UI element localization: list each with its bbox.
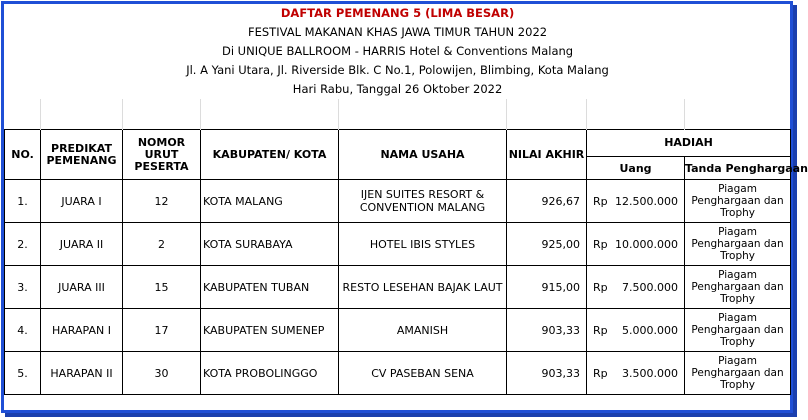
- cell-no: 3.: [5, 266, 41, 309]
- cell-tanda: Piagam Penghargaan dan Trophy: [685, 180, 791, 223]
- cell-predikat: JUARA I: [41, 180, 123, 223]
- currency-label: Rp: [593, 323, 608, 337]
- amount-value: 3.500.000: [622, 366, 678, 380]
- spacer-row: [5, 99, 791, 130]
- cell-nama-usaha: RESTO LESEHAN BAJAK LAUT: [339, 266, 507, 309]
- title-line-1: DAFTAR PEMENANG 5 (LIMA BESAR): [280, 6, 515, 20]
- cell-predikat: HARAPAN I: [41, 309, 123, 352]
- winners-table: [4, 4, 808, 395]
- amount-value: 7.500.000: [622, 280, 678, 294]
- document-frame: [1, 1, 808, 413]
- title-line-2: FESTIVAL MAKANAN KHAS JAWA TIMUR TAHUN 2022: [248, 25, 548, 39]
- currency-label: Rp: [593, 237, 608, 251]
- header-row-1: [5, 130, 791, 157]
- cell-predikat: HARAPAN II: [41, 352, 123, 395]
- title-line-5: Hari Rabu, Tanggal 26 Oktober 2022: [292, 82, 503, 96]
- table-row: [5, 352, 791, 395]
- title-line-4: Jl. A Yani Utara, Jl. Riverside Blk. C No.1, Polowijen, Blimbing, Kota Malang: [186, 63, 609, 77]
- amount-value: 5.000.000: [622, 323, 678, 337]
- cell-tanda: Piagam Penghargaan dan Trophy: [685, 309, 791, 352]
- table-row: [5, 309, 791, 352]
- cell-kota: KOTA MALANG: [201, 180, 339, 223]
- cell-tanda: Piagam Penghargaan dan Trophy: [685, 223, 791, 266]
- cell-nama-usaha: HOTEL IBIS STYLES: [339, 223, 507, 266]
- header-nilai-akhir: NILAI AKHIR: [507, 130, 587, 180]
- cell-nilai: 915,00: [507, 266, 587, 309]
- header-hadiah: HADIAH: [587, 130, 791, 157]
- cell-predikat: JUARA III: [41, 266, 123, 309]
- header-predikat: PREDIKAT PEMENANG: [41, 130, 123, 180]
- table-row: [5, 180, 791, 223]
- cell-no: 1.: [5, 180, 41, 223]
- cell-tanda: Piagam Penghargaan dan Trophy: [685, 266, 791, 309]
- cell-no: 4.: [5, 309, 41, 352]
- cell-no: 5.: [5, 352, 41, 395]
- currency-label: Rp: [593, 280, 608, 294]
- header-kabupaten: KABUPATEN/ KOTA: [201, 130, 339, 180]
- cell-nilai: 926,67: [507, 180, 587, 223]
- table-row: [5, 266, 791, 309]
- cell-kota: KABUPATEN TUBAN: [201, 266, 339, 309]
- cell-nomor: 15: [123, 266, 201, 309]
- header-tanda-penghargaan: Tanda Penghargaan: [685, 157, 791, 180]
- currency-label: Rp: [593, 366, 608, 380]
- currency-label: Rp: [593, 194, 608, 208]
- header-nomor: NOMOR URUT PESERTA: [123, 130, 201, 180]
- cell-nama-usaha: IJEN SUITES RESORT & CONVENTION MALANG: [339, 180, 507, 223]
- cell-uang: [587, 266, 685, 309]
- cell-nilai: 903,33: [507, 352, 587, 395]
- cell-no: 2.: [5, 223, 41, 266]
- cell-nilai: 925,00: [507, 223, 587, 266]
- title-line-3: Di UNIQUE BALLROOM - HARRIS Hotel & Conventions Malang: [221, 44, 574, 58]
- cell-nama-usaha: AMANISH: [339, 309, 507, 352]
- cell-tanda: Piagam Penghargaan dan Trophy: [685, 352, 791, 395]
- cell-nomor: 17: [123, 309, 201, 352]
- cell-uang: [587, 352, 685, 395]
- amount-value: 10.000.000: [615, 237, 678, 251]
- header-nama-usaha: NAMA USAHA: [339, 130, 507, 180]
- cell-uang: [587, 309, 685, 352]
- cell-nilai: 903,33: [507, 309, 587, 352]
- cell-nama-usaha: CV PASEBAN SENA: [339, 352, 507, 395]
- cell-nomor: 30: [123, 352, 201, 395]
- cell-kota: KABUPATEN SUMENEP: [201, 309, 339, 352]
- cell-kota: KOTA PROBOLINGGO: [201, 352, 339, 395]
- cell-uang: [587, 180, 685, 223]
- cell-kota: KOTA SURABAYA: [201, 223, 339, 266]
- header-no: NO.: [5, 130, 41, 180]
- header-uang: Uang: [587, 157, 685, 180]
- cell-nomor: 2: [123, 223, 201, 266]
- cell-nomor: 12: [123, 180, 201, 223]
- cell-predikat: JUARA II: [41, 223, 123, 266]
- amount-value: 12.500.000: [615, 194, 678, 208]
- table-row: [5, 223, 791, 266]
- cell-uang: [587, 223, 685, 266]
